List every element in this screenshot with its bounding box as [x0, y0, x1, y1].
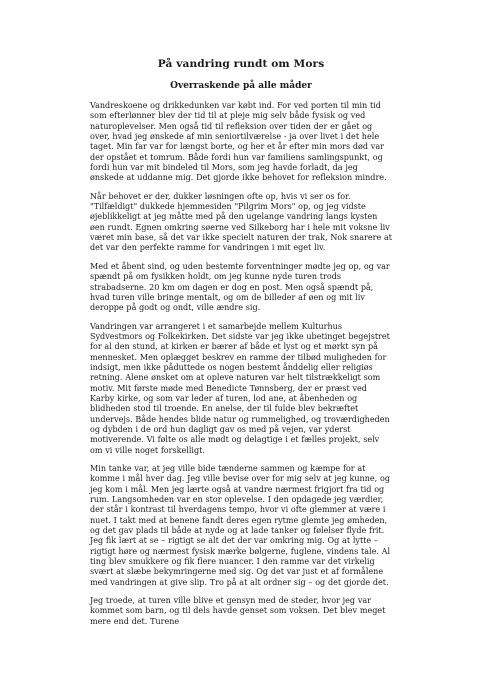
paragraph-2: Når behovet er der, dukker løsningen ofte op, hvis vi ser os for. "Tilfældigt" dukkede hjemmesiden "Pilgrim Mors" op, og jeg vidste øjeblikkeligt at jeg måtte med på den ugelange vandring langs kysten øen rundt. Egnen omkring søerne ved Silkeborg har i hele mit voksne liv været min base, så det var ikke specielt naturen der trak, Nok snarere at det var den perfekte ramme for vandringen i mit eget liv. [90, 191, 393, 253]
paragraph-4: Vandringen var arrangeret i et samarbejde mellem Kulturhus Sydvestmors og Folkekirken. Det sidste var jeg ikke ubetinget begejstret for al den stund, at kirken er bærer af både et lyst og et mørkt syn på mennesket. Men oplægget beskrev en ramme der tilbød muligheden for indsigt, men ikke påduttede os nogen bestemt ånddelig eller religiøs retning. Alene ønsket om at opleve naturen var helt tilstrækkeligt som motiv. Mit første møde med Benedicte Tønnsberg, der er præst ved Karby kirke, og som var leder af turen, lod ane, at åbenheden og blidheden stod til troende. En anelse, der til fulde blev bekræftet undervejs. Både hendes blide natur og rummelighed, og troværdigheden og dybden i de ord hun dagligt gav os med på vejen, var yderst motiverende. Vi følte os alle mødt og delagtige i et fælles projekt, selv om vi ville noget forskelligt. [90, 321, 390, 455]
document-subtitle: Overraskende på alle måder [170, 81, 312, 91]
paragraph-3: Med et åbent sind, og uden bestemte forventninger mødte jeg op, og var spændt på om fysikken holdt, om jeg kunne nyde turen trods strabadserne. 20 km om dagen er dog en post. Men også spændt på, hvad turen ville bringe mentalt, og om de billeder af øen og mit liv deroppe på godt og ondt, ville ændre sig. [90, 261, 390, 313]
document-title: På vandring rundt om Mors [157, 58, 325, 70]
paragraph-5: Min tanke var, at jeg ville bide tænderne sammen og kæmpe for at komme i mål hver dag. Jeg ville bevise over for mig selv at jeg kunne, og jeg kom i mål. Men jeg lærte også at vandre nærmest frigjort fra tid og rum. Langsomheden var en stor oplevelse. I den opdagede jeg værdier, der står i kontrast til hverdagens tempo, hvor vi ofte glemmer at være i nuet. I takt med at benene fandt deres egen rytme glemte jeg ømheden, og det gav plads til både at nyde og at lade tanker og følelser flyde frit. Jeg fik lært at se – rigtigt se alt det der var omkring mig. Og at lytte – rigtigt høre og nærmest fysisk mærke bølgerne, fuglene, vindens tale. Al ting blev smukkere og fik flere nuancer. I den ramme var det virkelig svært at slæbe bekymringerne med sig. Og det var just et af formålene med vandringen at give slip. Tro på at alt ordner sig – og det gjorde det. [90, 464, 391, 587]
paragraph-6: Jeg troede, at turen ville blive et gensyn med de steder, hvor jeg var kommet som barn, og til dels havde genset som voksen. Det blev meget mere end det. Turene [90, 596, 386, 626]
paragraph-1: Vandreskoene og drikkedunken var købt ind. For ved porten til min tid som efterlønner blev der tid til at pleje mig selv både fysisk og ved naturoplevelser. Men også tid til refleksion over tiden der er gået og over, hvad jeg ønskede af min seniortilværelse - ja over livet i det hele taget. Min far var for længst borte, og her et år efter min mors død var der opstået et tomrum. Både fordi hun var familiens samlingspunkt, og fordi hun var mit bindeled til Mors, som jeg havde forladt, da jeg ønskede at uddanne mig. Det gjorde ikke behovet for refleksion mindre. [90, 101, 387, 183]
document-body [90, 101, 392, 627]
document-content [90, 58, 392, 635]
